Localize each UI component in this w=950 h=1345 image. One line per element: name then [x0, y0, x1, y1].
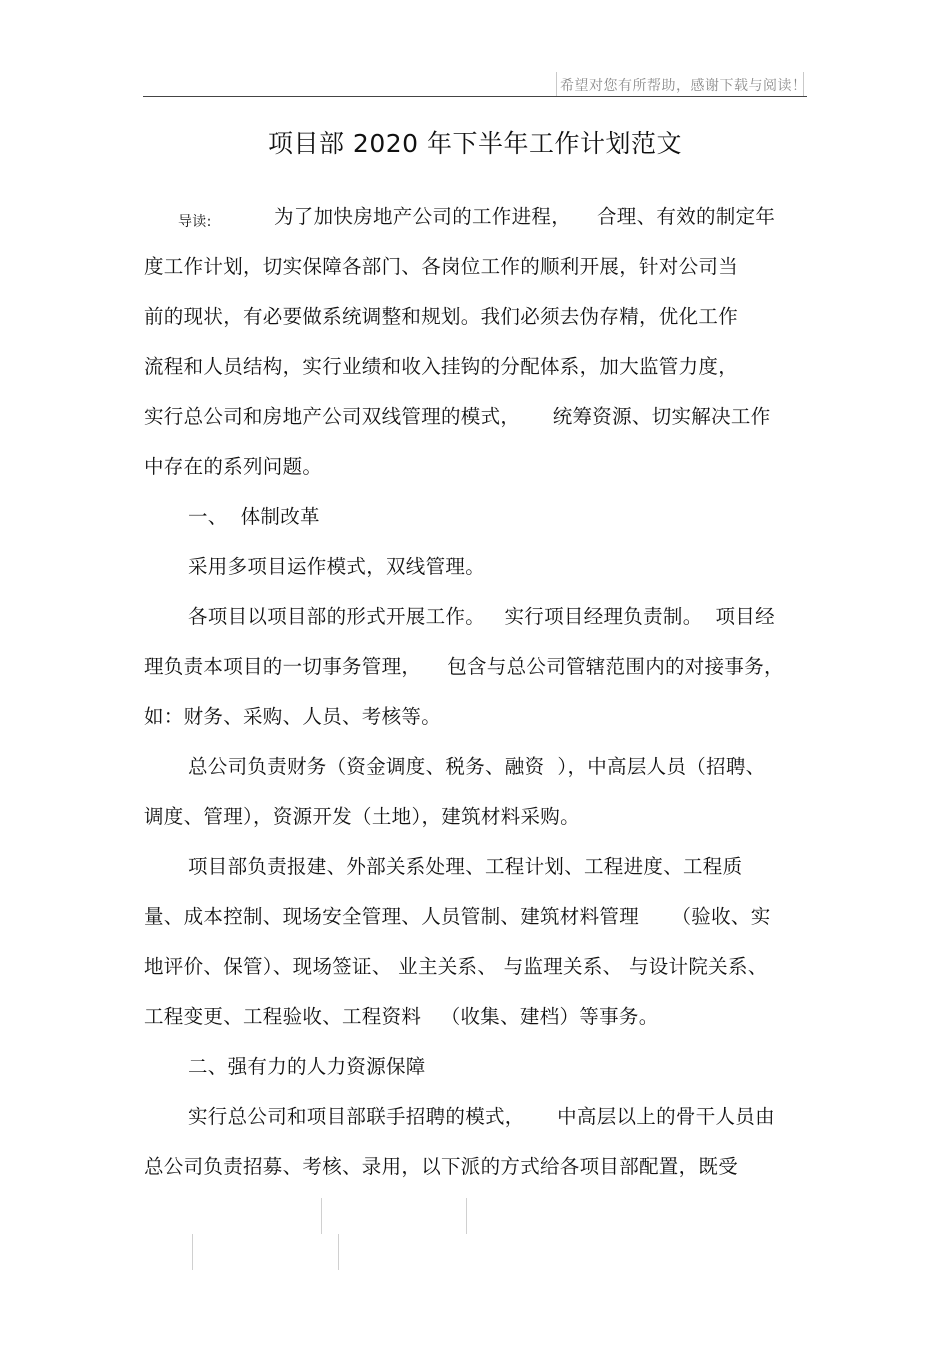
intro-line: 前的现状，有必要做系统调整和规划。我们必须去伪存精，优化工作 — [144, 305, 739, 328]
scan-artifact-line — [466, 1198, 467, 1234]
intro-line: 实行总公司和房地产公司双线管理的模式， 统筹资源、切实解决工作 — [144, 405, 771, 428]
paragraph-line: 地评价、保管）、现场签证、 业主关系、 与监理关系、 与设计院关系、 — [144, 955, 768, 978]
intro-label: 导读: — [178, 214, 212, 230]
paragraph-line: 如：财务、采购、人员、考核等。 — [144, 705, 442, 728]
scan-artifact-line — [338, 1234, 339, 1270]
paragraph-line: 总公司负责招募、考核、录用，以下派的方式给各项目部配置，既受 — [144, 1155, 739, 1178]
paragraph-line: 理负责本项目的一切事务管理， 包含与总公司管辖范围内的对接事务， — [144, 655, 784, 678]
paragraph-line: 各项目以项目部的形式开展工作。 实行项目经理负责制。 项目经 — [188, 605, 775, 628]
paragraph-line: 实行总公司和项目部联手招聘的模式， 中高层以上的骨干人员由 — [188, 1105, 775, 1128]
scan-artifact-line — [321, 1198, 322, 1234]
header-rule — [143, 96, 807, 97]
paragraph-line: 工程变更、工程验收、工程资料 （收集、建档）等事务。 — [144, 1005, 659, 1028]
intro-line: 度工作计划，切实保障各部门、各岗位工作的顺利开展，针对公司当 — [144, 255, 739, 278]
page-title: 项目部 2020 年下半年工作计划范文 — [267, 129, 683, 158]
header-banner: 希望对您有所帮助，感谢下载与阅读！ — [560, 78, 807, 94]
intro-line: 为了加快房地产公司的工作进程， 合理、有效的制定年 — [274, 205, 776, 228]
paragraph-line: 量、成本控制、现场安全管理、人员管制、建筑材料管理 （验收、实 — [144, 905, 771, 928]
intro-line: 中存在的系列问题。 — [144, 455, 323, 478]
paragraph-line: 采用多项目运作模式，双线管理。 — [188, 555, 486, 578]
paragraph-line: 项目部负责报建、外部关系处理、工程计划、工程进度、工程质 — [188, 855, 743, 878]
section-heading: 一、 体制改革 — [188, 505, 320, 528]
paragraph-line: 总公司负责财务（资金调度、税务、融资 ），中高层人员（招聘、 — [188, 755, 766, 778]
section-heading: 二、强有力的人力资源保障 — [188, 1055, 426, 1078]
scan-artifact-line — [192, 1234, 193, 1270]
paragraph-line: 调度、管理），资源开发（土地），建筑材料采购。 — [144, 805, 580, 828]
intro-line: 流程和人员结构，实行业绩和收入挂钩的分配体系，加大监管力度， — [144, 355, 739, 378]
